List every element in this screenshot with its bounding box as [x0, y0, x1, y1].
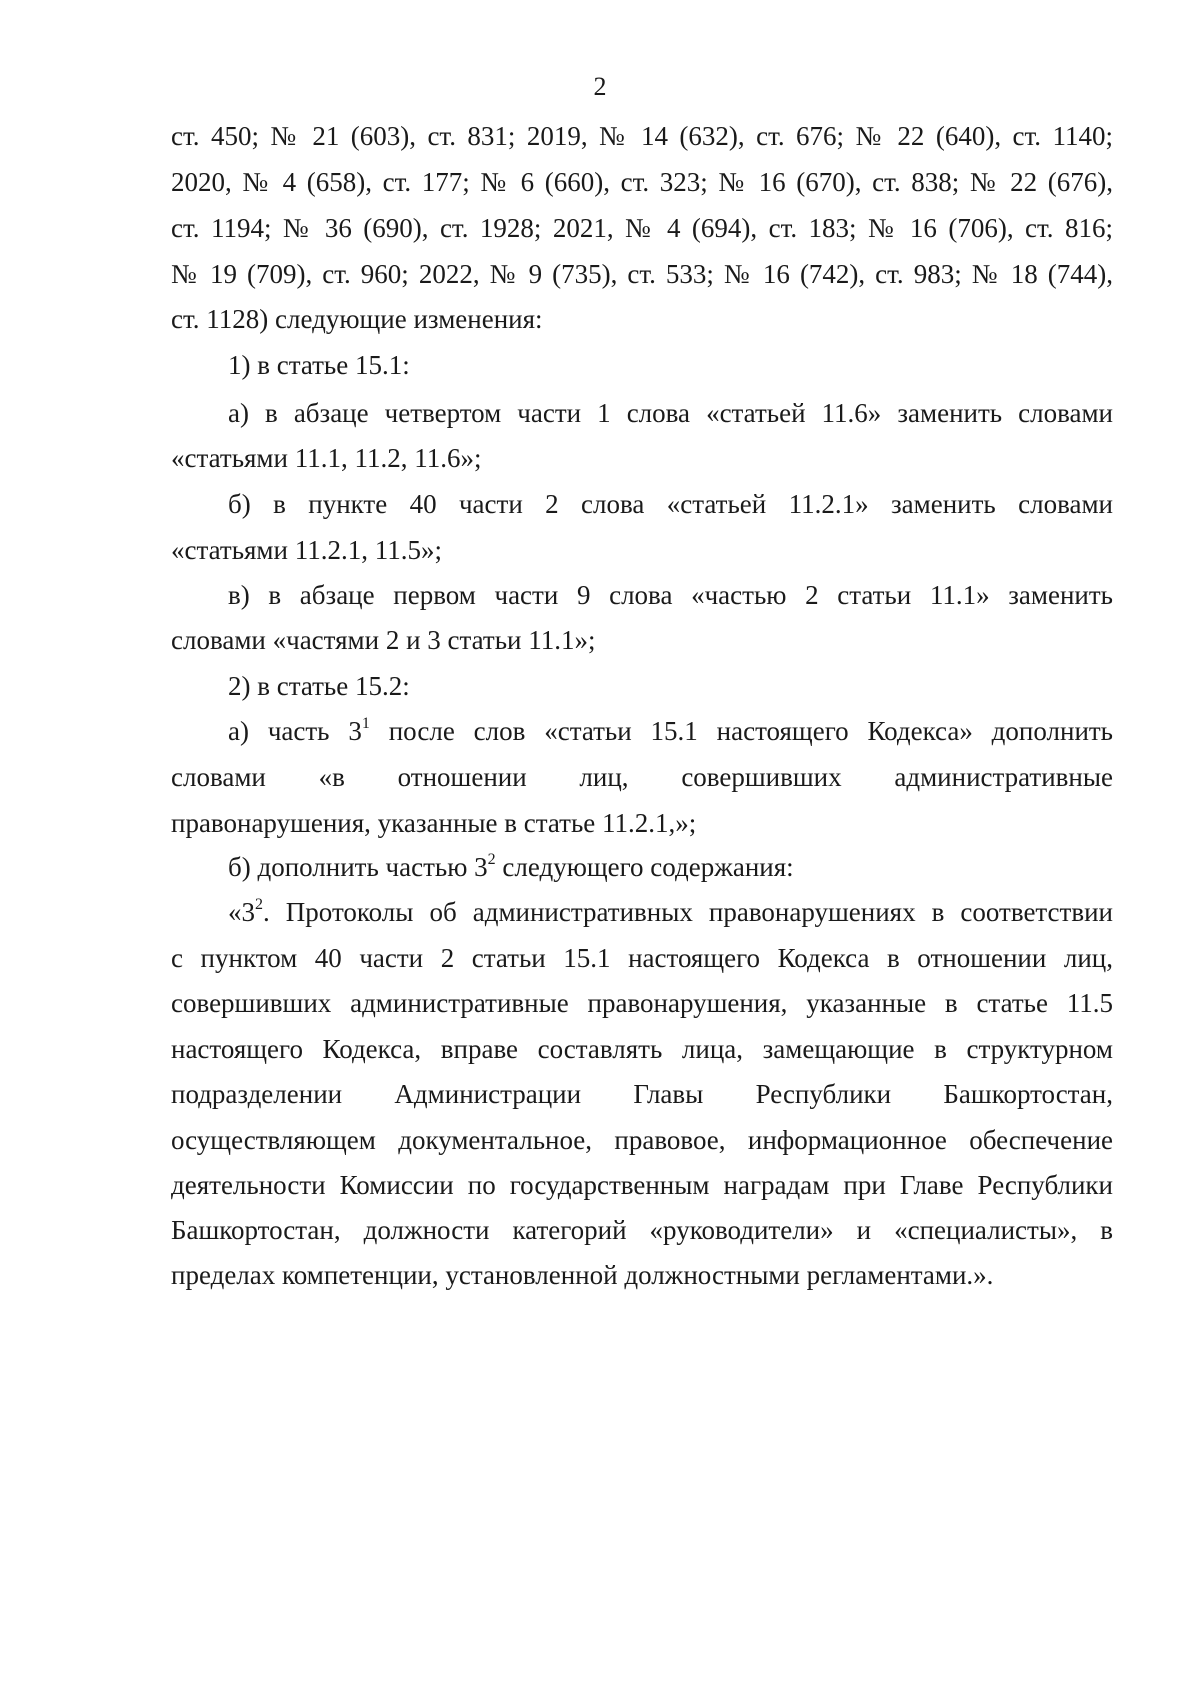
text-line: настоящего Кодекса, вправе составлять лица, замещающие в структурном	[171, 1034, 1113, 1064]
text-line: 2) в статье 15.2:	[228, 671, 410, 701]
text-line: 1) в статье 15.1:	[228, 350, 410, 380]
text-fragment: следующего содержания:	[495, 852, 794, 882]
text-fragment: . Протоколы об административных правонарушениях в соответствии	[263, 897, 1113, 927]
text-fragment: а) часть 3	[228, 716, 362, 746]
text-line: «статьями 11.2.1, 11.5»;	[171, 535, 442, 565]
text-line	[228, 850, 1113, 884]
text-line: ст. 1194; № 36 (690), ст. 1928; 2021, № 4 (694), ст. 183; № 16 (706), ст. 816;	[171, 213, 1113, 243]
page-number: 2	[593, 72, 607, 101]
superscript: 2	[255, 896, 263, 913]
text-line: № 19 (709), ст. 960; 2022, № 9 (735), ст. 533; № 16 (742), ст. 983; № 18 (744),	[171, 259, 1113, 289]
text-line: деятельности Комиссии по государственным наградам при Главе Республики	[171, 1170, 1113, 1200]
text-line: 2020, № 4 (658), ст. 177; № 6 (660), ст. 323; № 16 (670), ст. 838; № 22 (676),	[171, 167, 1113, 197]
text-fragment: после слов «статьи 15.1 настоящего Кодекса» дополнить	[369, 716, 1114, 746]
text-line: осуществляющем документальное, правовое, информационное обеспечение	[171, 1125, 1113, 1155]
text-fragment: «3	[228, 897, 255, 927]
text-line: в) в абзаце первом части 9 слова «частью 2 статьи 11.1» заменить	[228, 580, 1113, 610]
text-line: подразделении Администрации Главы Республики Башкортостан,	[171, 1079, 1113, 1109]
text-line: с пунктом 40 части 2 статьи 15.1 настоящего Кодекса в отношении лиц,	[171, 943, 1113, 973]
text-line: а) в абзаце четвертом части 1 слова «статьей 11.6» заменить словами	[228, 398, 1113, 428]
superscript: 2	[487, 851, 496, 868]
text-line: словами «частями 2 и 3 статьи 11.1»;	[171, 625, 596, 655]
text-line: ст. 450; № 21 (603), ст. 831; 2019, № 14 (632), ст. 676; № 22 (640), ст. 1140;	[171, 121, 1113, 151]
text-line: Башкортостан, должности категорий «руководители» и «специалисты», в	[171, 1215, 1113, 1245]
text-fragment: б) дополнить частью 3	[228, 852, 488, 882]
text-line: «статьями 11.1, 11.2, 11.6»;	[171, 443, 482, 473]
text-line: пределах компетенции, установленной должностными регламентами.».	[171, 1260, 994, 1290]
text-line: словами «в отношении лиц, совершивших административные	[171, 762, 1113, 792]
text-line: правонарушения, указанные в статье 11.2.1,»;	[171, 808, 697, 838]
text-line	[228, 895, 1113, 929]
text-line: б) в пункте 40 части 2 слова «статьей 11.2.1» заменить словами	[228, 489, 1113, 519]
text-line	[228, 714, 1113, 748]
text-line: ст. 1128) следующие изменения:	[171, 304, 543, 334]
superscript: 1	[361, 715, 370, 732]
text-line: совершивших административные правонарушения, указанные в статье 11.5	[171, 988, 1113, 1018]
